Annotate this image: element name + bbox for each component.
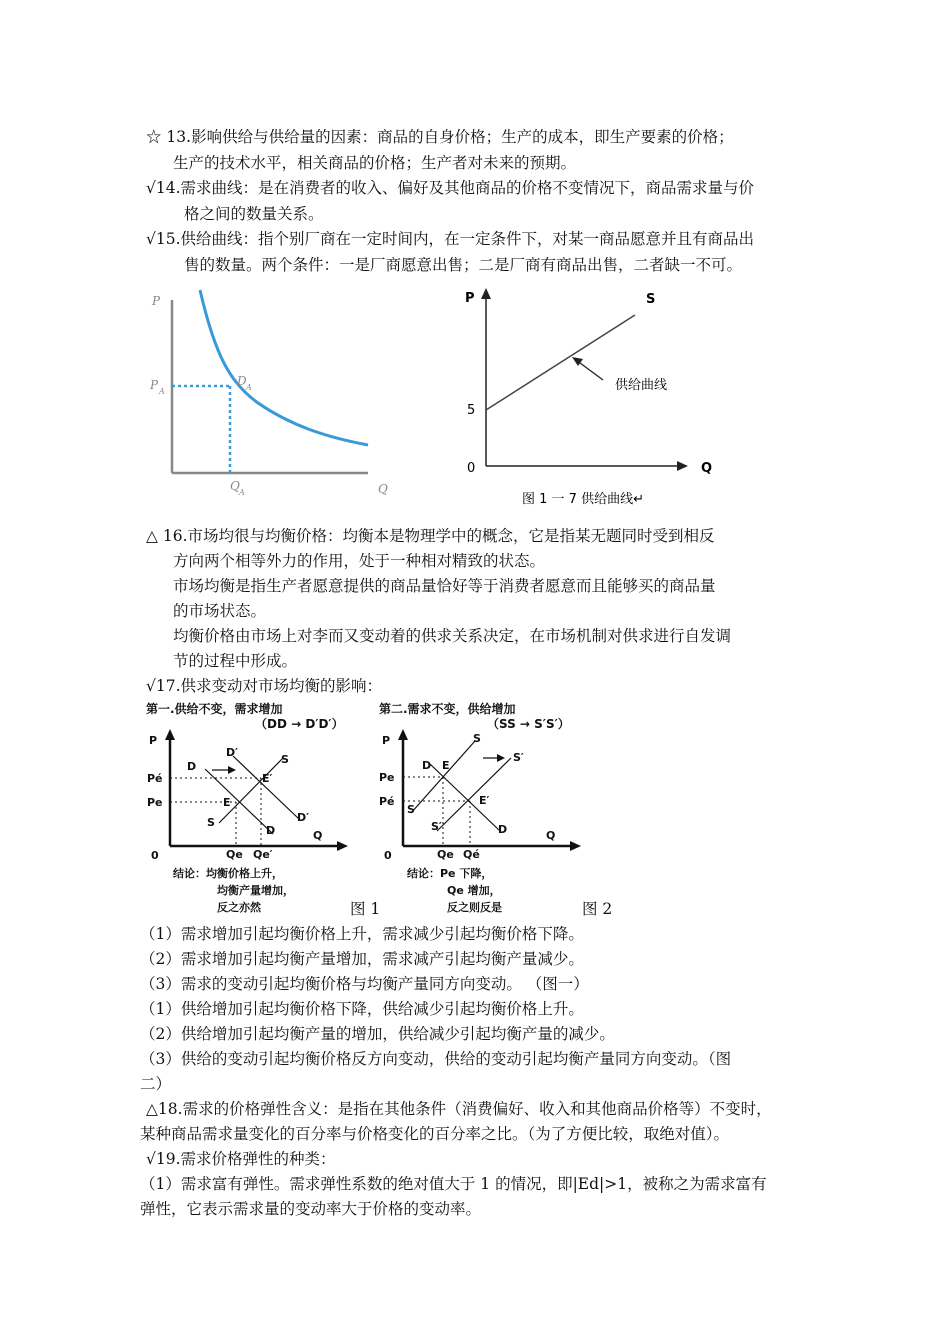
p-axis-label: P (152, 294, 161, 308)
figure-1-label: 图 1 (350, 900, 381, 918)
fig1-conclusion-2: 均衡产量增加， (217, 884, 294, 897)
s-label: S (646, 292, 656, 307)
equilibrium-figure-1 (143, 696, 373, 916)
fig1-pe: Pe (147, 796, 163, 809)
supply-curve-annotation: 供给曲线 (615, 378, 668, 393)
supply-line (486, 315, 635, 410)
fig1-d-prime-top: D′ (226, 746, 239, 759)
q-axis-label: Q (701, 461, 713, 476)
fig1-qe-prime: Qe′ (253, 848, 273, 861)
fig1-d-bottom: D (266, 824, 276, 837)
item-19-point-1-line-1: （1）需求富有弹性。需求弹性系数的绝对值大于 1 的情况，即|Ed|>1，被称之为需求富有 (140, 1175, 767, 1193)
item-18-line-1: △18.需求的价格弹性含义：是指在其他条件（消费偏好、收入和其他商品价格等）不变时， (146, 1100, 772, 1118)
item-13-line-1: ☆ 13.影响供给与供给量的因素：商品的自身价格；生产的成本，即生产要素的价格； (146, 128, 734, 146)
item-14-line-2: 格之间的数量关系。 (184, 205, 324, 223)
pa-sub: A (159, 387, 165, 396)
fig2-conclusion-2: Qe 增加， (447, 884, 501, 897)
fig2-s-bottom: S (407, 803, 415, 816)
fig1-conclusion-3: 反之亦然 (217, 901, 261, 914)
equilibrium-figure-2 (375, 696, 605, 916)
fig1-p-axis: P (149, 734, 158, 747)
supply-figure-caption: 图 1 一 7 供给曲线↵ (522, 492, 644, 507)
tick-5: 5 (467, 403, 476, 418)
demand-curve-figure (140, 285, 390, 500)
pa-label: P (150, 378, 159, 392)
item-16-line-1: △ 16.市场均很与均衡价格：均衡本是物理学中的概念，它是指某无题同时受到相反 (146, 527, 715, 545)
item-19-heading: √19.需求价格弹性的种类： (146, 1150, 336, 1168)
demand-point-1: （1）需求增加引起均衡价格上升，需求减少引起均衡价格下降。 (140, 925, 584, 943)
demand-curve (200, 290, 368, 445)
fig1-subtitle: （DD → D′D′） (255, 717, 344, 731)
demand-point-2: （2）需求增加引起均衡产量增加，需求减产引起均衡产量减少。 (140, 950, 584, 968)
qa-label: Q (230, 479, 240, 493)
fig2-s-top: S (473, 732, 481, 745)
fig2-qe: Qe (437, 848, 454, 861)
fig2-s-prime-top: S′ (513, 751, 524, 764)
fig2-subtitle: （SS → S′S′） (487, 717, 570, 731)
supply-curve-figure (455, 282, 715, 512)
item-16-line-4: 的市场状态。 (173, 602, 267, 620)
fig1-d-label: D (187, 760, 197, 773)
item-16-line-5: 均衡价格由市场上对李而又变动着的供求关系决定，在市场机制对供求进行自发调 (173, 627, 732, 645)
fig2-q-axis: Q (546, 829, 556, 842)
fig2-conclusion-3: 反之则反是 (447, 901, 502, 914)
supply-point-3-line-2: 二） (140, 1075, 172, 1093)
fig2-qe-prime: Qé (463, 848, 480, 861)
item-13-line-2: 生产的技术水平，相关商品的价格；生产者对未来的预期。 (173, 154, 577, 172)
item-19-point-1-line-2: 弹性，它表示需求量的变动率大于价格的变动率。 (140, 1200, 482, 1218)
fig1-s-top: S (281, 753, 289, 766)
fig2-title: 第二.需求不变，供给增加 (379, 702, 516, 716)
fig1-e: E (223, 796, 231, 809)
item-16-line-3: 市场均衡是指生产者愿意提供的商品量恰好等于消费者愿意而且能够买的商品量 (173, 577, 716, 595)
fig1-e-prime: E′ (262, 772, 273, 785)
supply-point-2: （2）供给增加引起均衡产量的增加，供给减少引起均衡产量的减少。 (140, 1025, 615, 1043)
fig1-origin: 0 (151, 849, 159, 862)
supply-point-1: （1）供给增加引起均衡价格下降，供给减少引起均衡价格上升。 (140, 1000, 584, 1018)
item-17-heading: √17.供求变动对市场均衡的影响： (146, 677, 383, 695)
fig2-pe-prime: Pé (379, 795, 395, 808)
fig2-pe: Pe (379, 771, 395, 784)
item-15-line-1: √15.供给曲线：指个别厂商在一定时间内，在一定条件下，对某一商品愿意并且有商品出 (146, 230, 755, 248)
fig1-conclusion-1: 结论：均衡价格上升， (173, 867, 283, 880)
p-axis-label: P (465, 291, 475, 306)
fig2-origin: 0 (384, 849, 392, 862)
item-14-line-1: √14.需求曲线：是在消费者的收入、偏好及其他商品的价格不变情况下，商品需求量与价 (146, 179, 755, 197)
fig2-conclusion-1: 结论：Pe 下降， (407, 867, 493, 880)
fig2-d-bottom: D (498, 823, 508, 836)
fig2-p-axis: P (382, 734, 391, 747)
qa-sub: A (239, 488, 245, 497)
fig1-pe-prime: Pé (147, 772, 163, 785)
fig2-e-prime: E′ (479, 794, 490, 807)
item-16-line-2: 方向两个相等外力的作用，处于一种相对精致的状态。 (173, 552, 546, 570)
origin-label: 0 (467, 461, 476, 476)
q-axis-label: Q (378, 482, 388, 496)
item-18-line-2: 某种商品需求量变化的百分率与价格变化的百分率之比。（为了方便比较，取绝对值）。 (140, 1125, 730, 1143)
supply-point-3-line-1: （3）供给的变动引起均衡价格反方向变动，供给的变动引起均衡产量同方向变动。（图 (140, 1050, 732, 1068)
fig2-s-prime-bottom: S′ (431, 820, 442, 833)
fig1-q-axis: Q (313, 829, 323, 842)
da-sub: A (246, 383, 252, 392)
da-label: D (237, 374, 247, 388)
item-15-line-2: 售的数量。两个条件：一是厂商愿意出售；二是厂商有商品出售，二者缺一不可。 (184, 256, 743, 274)
demand-point-3: （3）需求的变动引起均衡价格与均衡产量同方向变动。 （图一） (140, 975, 589, 993)
fig2-d-label: D (422, 759, 432, 772)
fig1-qe: Qe (226, 848, 243, 861)
fig1-title: 第一.供给不变，需求增加 (146, 702, 283, 716)
figure-2-label: 图 2 (582, 900, 613, 918)
fig2-e: E (442, 759, 450, 772)
fig1-s-bottom: S (207, 816, 215, 829)
fig1-d-prime-bottom: D′ (297, 811, 310, 824)
item-16-line-6: 节的过程中形成。 (173, 652, 298, 670)
